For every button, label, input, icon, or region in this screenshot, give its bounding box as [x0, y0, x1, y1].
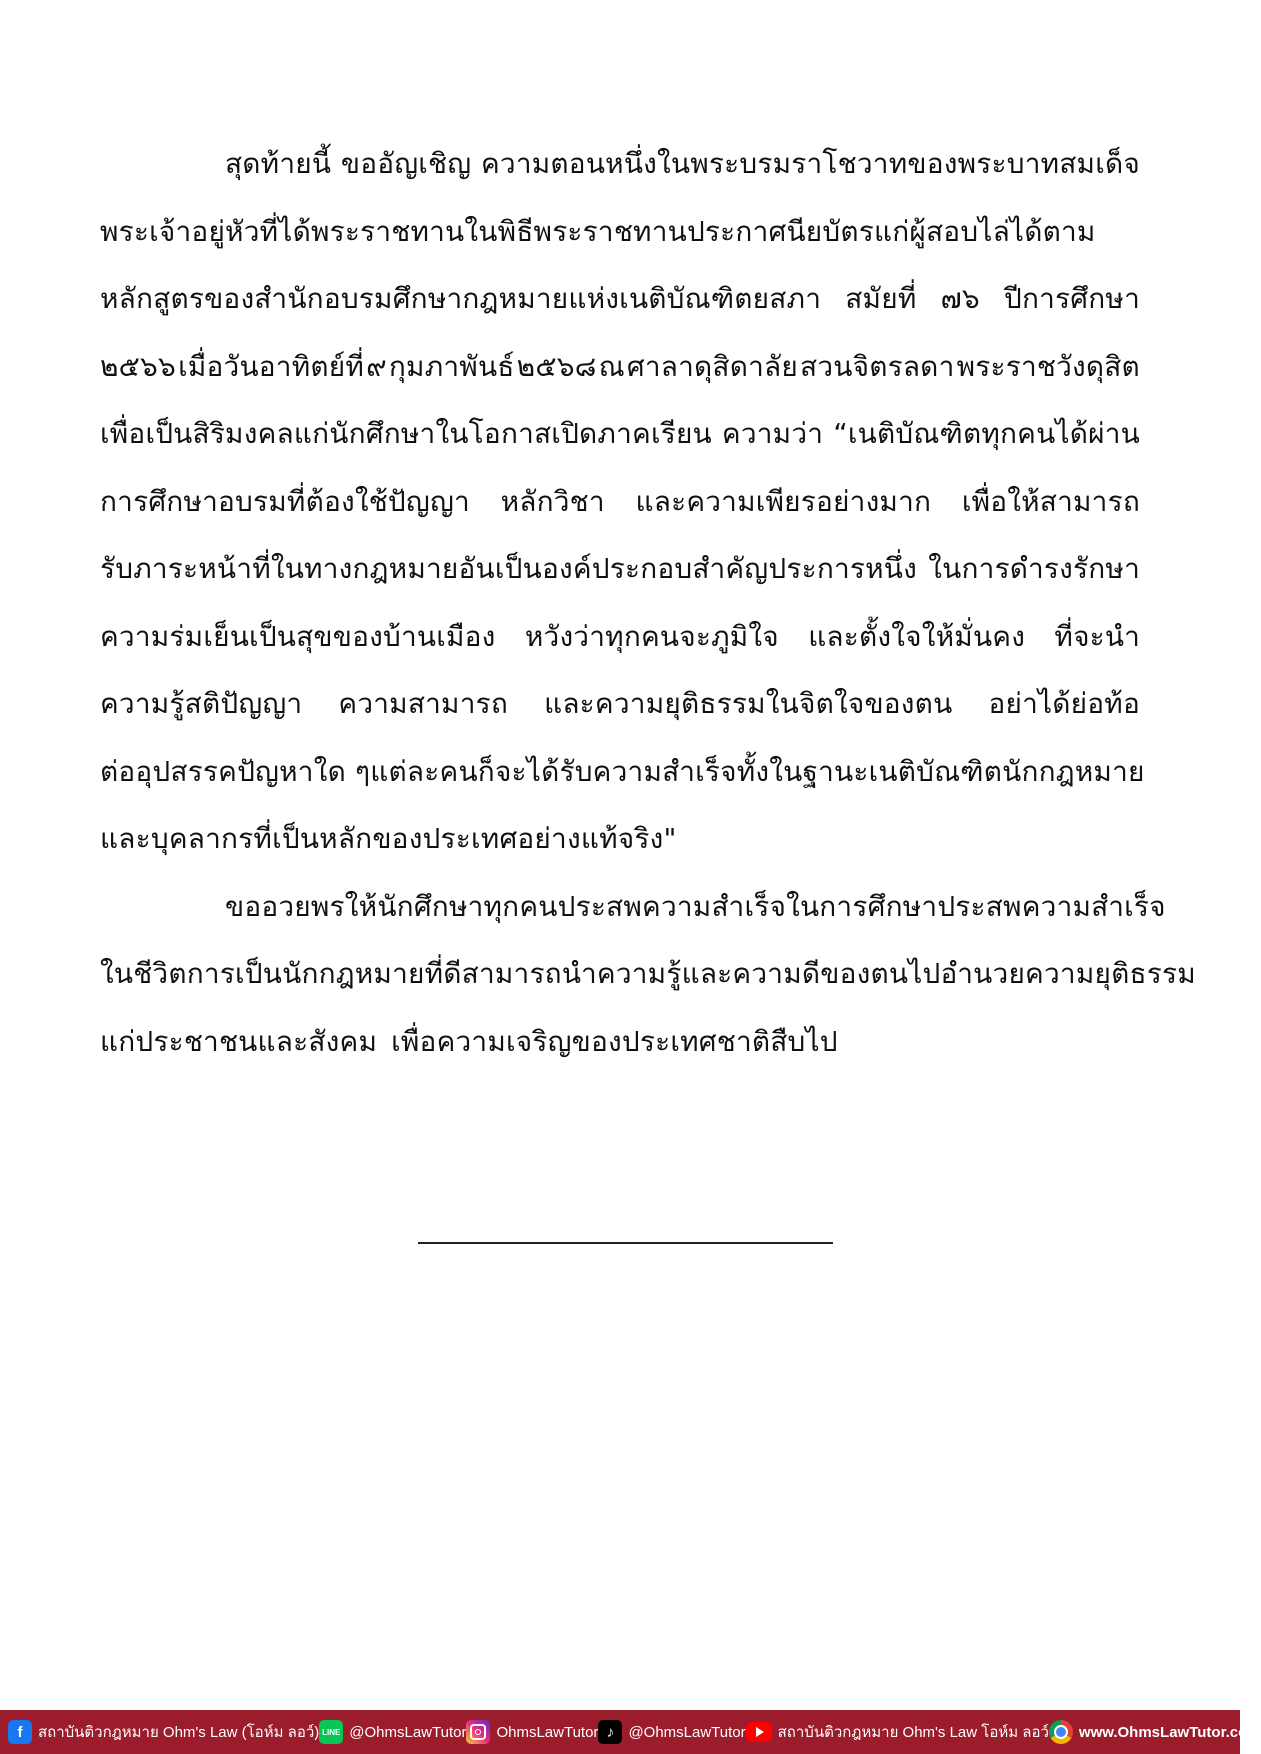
text-segment: ความตอนหนึ่งในพระบรมราโชวาทของพระบาทสมเด็จ [480, 147, 1140, 180]
text-segment: สุดท้ายนี้ [225, 147, 332, 180]
text-line [100, 738, 1145, 806]
text-segment: ความสามารถ [338, 687, 509, 720]
document-body [100, 130, 1196, 1075]
text-segment: แก่ประชาชนและสังคม [100, 1024, 378, 1058]
text-segment: หลักวิชา [500, 484, 605, 518]
text-segment: ความว่า [721, 417, 824, 450]
text-segment: ที่จะนำ [1054, 619, 1140, 653]
footer-instagram-label: OhmsLawTutor [496, 1723, 599, 1741]
footer-youtube-label: สถาบันติวกฎหมาย Ohm's Law โอห์ม ลอว์ [777, 1724, 1049, 1741]
text-segment: หลักสูตรของสำนักอบรมศึกษากฎหมายแห่งเนติบัณฑิตยสภา [100, 282, 822, 315]
footer-instagram[interactable] [466, 1720, 598, 1744]
text-segment: ขออัญเชิญ [340, 147, 472, 180]
footer-tiktok[interactable] [598, 1720, 745, 1744]
text-segment: ๒๕๖๖ [100, 349, 176, 383]
text-segment: ขออวยพรให้นักศึกษาทุกคน [225, 889, 558, 923]
text-segment: ศาลาดุสิดาลัย [626, 349, 798, 383]
text-segment: ณ [598, 349, 625, 383]
text-line [100, 1008, 1140, 1076]
footer-website-label: www.OhmsLawTutor.com [1078, 1723, 1261, 1741]
text-segment: อย่าได้ย่อท้อ [988, 687, 1140, 720]
chrome-icon [1049, 1720, 1073, 1744]
text-line [100, 198, 1140, 266]
text-segment: พระราชวังดุสิต [956, 349, 1140, 383]
footer-tiktok-label: @OhmsLawTutor [628, 1723, 746, 1741]
text-segment: ในการดำรงรักษา [928, 552, 1140, 585]
footer-bar [0, 1710, 1261, 1754]
text-segment: ความรู้สติปัญญา [100, 687, 303, 720]
text-segment: และความยุติธรรมในจิตใจของตน [544, 687, 953, 720]
text-segment: ๗๖ [940, 282, 980, 315]
text-segment: “เนติบัณฑิตทุกคนได้ผ่าน [833, 417, 1140, 450]
text-segment: ๙ [366, 349, 387, 383]
footer-facebook-label: สถาบันติวกฎหมาย Ohm's Law (โอห์ม ลอว์) [38, 1724, 320, 1741]
text-segment: รับภาระหน้าที่ในทางกฎหมายอันเป็นองค์ประกอบสำคัญประการหนึ่ง [100, 552, 917, 585]
footer-line-label: @OhmsLawTutor [349, 1723, 467, 1741]
text-segment: สามารถนำความรู้และความดีของตนไปอำนวยความยุติธรรม [461, 957, 1196, 990]
text-segment: ประสพความสำเร็จ [937, 889, 1166, 923]
youtube-icon [746, 1722, 772, 1742]
text-line [100, 535, 1140, 603]
text-segment: นักกฎหมาย [1002, 754, 1145, 788]
text-segment: สวนจิตรลดา [800, 349, 955, 383]
text-segment: ปีการศึกษา [1004, 282, 1140, 315]
text-segment: ประสพความสำเร็จในการศึกษา [557, 889, 938, 923]
text-segment: เพื่อให้สามารถ [961, 484, 1140, 518]
text-line [100, 265, 1140, 333]
tiktok-icon: ♪ [598, 1720, 622, 1744]
footer-website[interactable] [1049, 1720, 1261, 1744]
text-segment: และบุคลากรที่เป็นหลักของประเทศอย่างแท้จริง" [100, 822, 677, 855]
text-segment: ต่ออุปสรรคปัญหาใด ๆ [100, 754, 371, 788]
text-segment: และตั้งใจให้มั่นคง [808, 619, 1026, 653]
text-segment: ความร่มเย็นเป็นสุขของบ้านเมือง [100, 619, 496, 653]
text-line [100, 805, 1140, 873]
text-segment: เมื่อวันอาทิตย์ที่ [178, 349, 365, 383]
line-icon: LINE [319, 1720, 343, 1744]
text-segment: กุมภาพันธ์ [388, 349, 515, 383]
text-line [100, 940, 1196, 1008]
text-segment: หวังว่าทุกคนจะภูมิใจ [524, 619, 779, 653]
text-segment: เพื่อเป็นสิริมงคลแก่นักศึกษาในโอกาสเปิดภาคเรียน [100, 417, 712, 450]
text-line [100, 468, 1140, 536]
footer-line[interactable] [319, 1720, 466, 1744]
text-segment: พระเจ้าอยู่หัวที่ได้พระราชทานในพิธีพระราชทานประกาศนียบัตรแก่ผู้สอบไล่ได้ตาม [100, 214, 1096, 248]
facebook-icon: f [8, 1720, 32, 1744]
text-line [100, 400, 1140, 468]
text-segment: ในชีวิตการเป็นนักกฎหมายที่ดี [100, 957, 462, 990]
text-segment: ๒๕๖๘ [516, 349, 597, 383]
text-segment: ทั้งในฐานะเนติบัณฑิต [736, 754, 1003, 788]
text-line [100, 873, 1166, 941]
instagram-icon [466, 1720, 490, 1744]
text-line [100, 603, 1140, 671]
text-line [100, 333, 1140, 401]
text-segment: แต่ละคนก็จะได้รับความสำเร็จ [370, 754, 737, 788]
text-segment: สมัยที่ [845, 282, 917, 315]
text-segment: การศึกษาอบรมที่ต้องใช้ปัญญา [100, 484, 470, 518]
footer-youtube[interactable] [746, 1720, 1049, 1744]
closing-divider [418, 1242, 833, 1244]
text-segment: และความเพียรอย่างมาก [635, 484, 932, 518]
text-line [100, 670, 1140, 738]
footer-facebook[interactable] [8, 1720, 319, 1744]
text-segment: เพื่อความเจริญของประเทศชาติสืบไป [391, 1024, 838, 1058]
text-line [100, 130, 1140, 198]
